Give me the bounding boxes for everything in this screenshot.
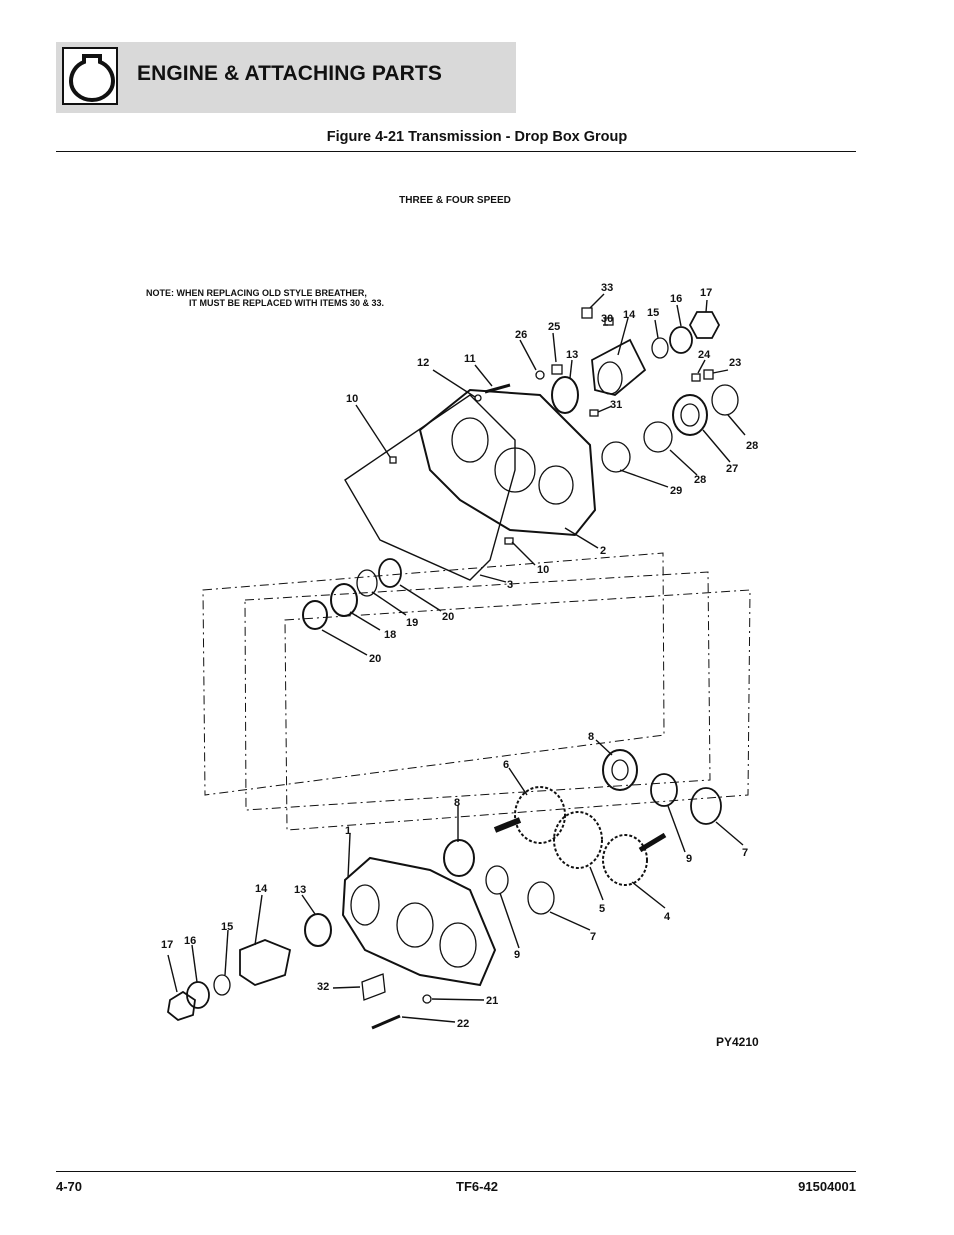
document-number: 91504001 <box>798 1179 856 1194</box>
callout-20: 20 <box>442 611 455 623</box>
callout-24: 24 <box>698 349 711 361</box>
figure-id: PY4210 <box>716 1035 759 1049</box>
callout-9: 9 <box>686 853 693 865</box>
callout-22: 22 <box>457 1018 470 1030</box>
callout-11: 11 <box>464 353 476 365</box>
callout-27: 27 <box>726 463 739 475</box>
callout-15b: 15 <box>221 921 234 933</box>
callout-7b: 7 <box>590 931 597 943</box>
callout-8b: 8 <box>454 797 461 809</box>
callout-1: 1 <box>345 825 352 837</box>
page-number: 4-70 <box>56 1179 83 1194</box>
section-title: ENGINE & ATTACHING PARTS <box>137 62 442 85</box>
callout-17: 17 <box>700 287 713 299</box>
model-number: TF6-42 <box>456 1179 498 1194</box>
callout-21: 21 <box>486 995 499 1007</box>
engine-section-icon <box>62 47 118 105</box>
figure-title: Figure 4-21 Transmission - Drop Box Group <box>326 129 628 145</box>
callout-4: 4 <box>664 911 671 923</box>
callout-16b: 16 <box>184 935 197 947</box>
callout-29: 29 <box>670 485 683 497</box>
header-rule <box>56 151 856 152</box>
callout-3: 3 <box>507 579 514 591</box>
callout-33: 33 <box>601 282 614 294</box>
callout-18: 18 <box>384 629 397 641</box>
note-line-2: IT MUST BE REPLACED WITH ITEMS 30 & 33. <box>189 298 385 308</box>
callout-17b: 17 <box>161 939 174 951</box>
note-line-1: NOTE: WHEN REPLACING OLD STYLE BREATHER, <box>146 288 367 298</box>
callout-13: 13 <box>566 349 579 361</box>
callout-25: 25 <box>548 321 561 333</box>
callout-10: 10 <box>346 393 359 405</box>
callout-7: 7 <box>742 847 749 859</box>
callout-12: 12 <box>417 357 430 369</box>
callout-32: 32 <box>317 981 330 993</box>
callout-28: 28 <box>746 440 759 452</box>
callout-9b: 9 <box>514 949 521 961</box>
callout-10b: 10 <box>537 564 550 576</box>
callout-5: 5 <box>599 903 606 915</box>
callout-14b: 14 <box>255 883 268 895</box>
callout-8: 8 <box>588 731 595 743</box>
figure-subtitle: THREE & FOUR SPEED <box>399 195 511 206</box>
callout-14: 14 <box>623 309 636 321</box>
callout-28b: 28 <box>694 474 707 486</box>
callout-26: 26 <box>515 329 528 341</box>
callout-16: 16 <box>670 293 683 305</box>
callout-30: 30 <box>601 313 614 325</box>
callout-23: 23 <box>729 357 742 369</box>
callout-13b: 13 <box>294 884 307 896</box>
footer-rule <box>56 1171 856 1172</box>
callout-31: 31 <box>610 399 623 411</box>
callout-6: 6 <box>503 759 510 771</box>
callout-15: 15 <box>647 307 660 319</box>
callout-19: 19 <box>406 617 419 629</box>
callout-2: 2 <box>600 545 607 557</box>
callout-20b: 20 <box>369 653 382 665</box>
exploded-parts-diagram <box>140 270 780 1060</box>
